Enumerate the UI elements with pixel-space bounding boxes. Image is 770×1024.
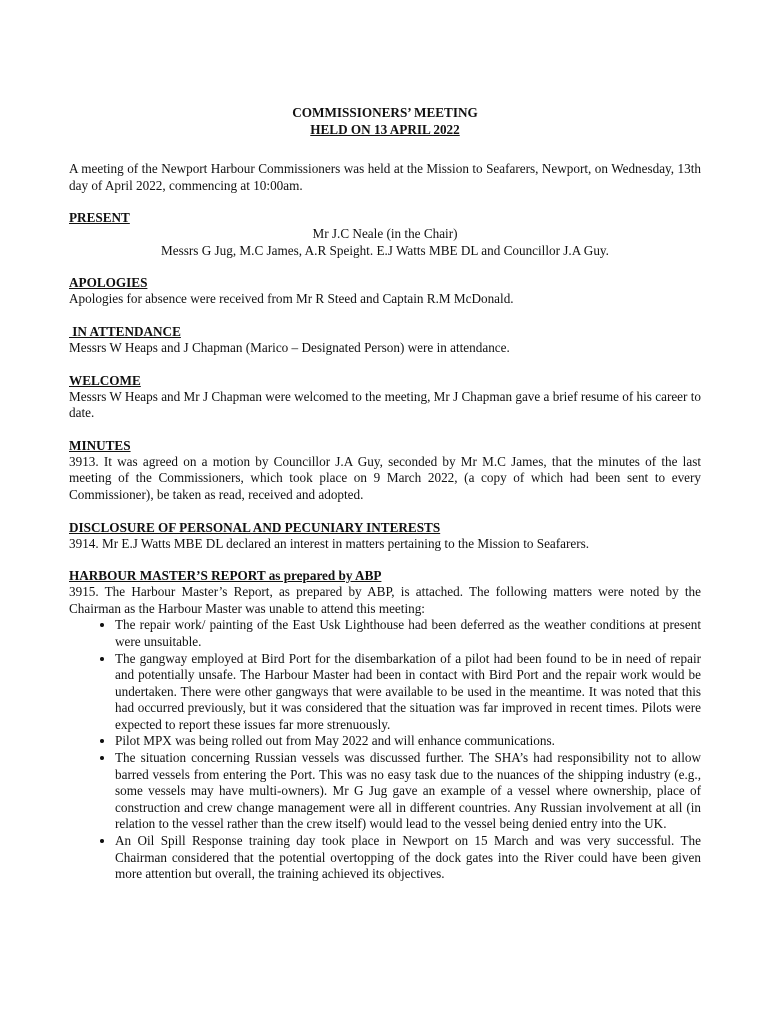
harbour-report-heading: HARBOUR MASTER’S REPORT as prepared by ABP (69, 568, 382, 584)
apologies-heading: APOLOGIES (69, 275, 148, 291)
welcome-text: Messrs W Heaps and Mr J Chapman were welcomed to the meeting, Mr J Chapman gave a brief resume of his career to date. (69, 388, 701, 421)
attendance-heading: IN ATTENDANCE (69, 323, 181, 339)
document-title (69, 104, 701, 138)
disclosure-heading: DISCLOSURE OF PERSONAL AND PECUNIARY INTERESTS (69, 519, 441, 535)
present-heading: PRESENT (69, 210, 130, 226)
list-item: • Pilot MPX was being rolled out from May 2022 and will enhance communications. (115, 733, 701, 750)
list-item: • An Oil Spill Response training day took place in Newport on 15 March and was very successful. The Chairman considered that the potential overtopping of the dock gates into the River could have been given more attention but overall, the training achieved its objectives. (115, 833, 701, 883)
harbour-report-list (69, 617, 701, 883)
title-line-1: COMMISSIONERS’ MEETING (292, 105, 478, 120)
disclosure-text: 3914. Mr E.J Watts MBE DL declared an interest in matters pertaining to the Mission to Seafarers. (69, 535, 590, 551)
present-members: Messrs G Jug, M.C James, A.R Speight. E.J Watts MBE DL and Councillor J.A Guy. (161, 242, 609, 258)
present-chair: Mr J.C Neale (in the Chair) (312, 226, 458, 242)
minutes-text: 3913. It was agreed on a motion by Councillor J.A Guy, seconded by Mr M.C James, that the minutes of the last meeting of the Commissioners, which took place on 9 March 2022, (a copy of which had been sent to every Commissioner), be taken as read, received and adopted. (69, 453, 701, 502)
list-item: • The situation concerning Russian vessels was discussed further. The SHA’s had responsibility not to allow barred vessels from entering the Port. This was no easy task due to the nuances of the shipping industry (e.g., some vessels may have multi-owners). Mr G Jug gave an example of a vessel where ownership, place of construction and crew change management were all in different countries. Any Russian involvement at all (in relation to the vessel rather than the crew itself) would lead to the vessel being denied entry into the UK. (115, 750, 701, 833)
list-item: • The repair work/ painting of the East Usk Lighthouse had been deferred as the weather conditions at present were unsuitable. (115, 617, 701, 650)
list-item: • The gangway employed at Bird Port for the disembarkation of a pilot had been found to be in need of repair and potentially unsafe. The Harbour Master had been in contact with Bird Port and the repair work would be undertaken. There were other gangways that were available to be used in the meantime. It was noted that this had occurred previously, but it was considered that the situation was far improved in recent times. Pilots were expected to report these issues far more strenuously. (115, 651, 701, 734)
intro-paragraph: A meeting of the Newport Harbour Commissioners was held at the Mission to Seafarers, Newport, on Wednesday, 13th day of April 2022, commencing at 10:00am. (69, 161, 701, 193)
minutes-heading: MINUTES (69, 437, 131, 453)
apologies-text: Apologies for absence were received from Mr R Steed and Captain R.M McDonald. (69, 291, 514, 307)
harbour-report-text: 3915. The Harbour Master’s Report, as prepared by ABP, is attached. The following matters were noted by the Chairman as the Harbour Master was unable to attend this meeting: (69, 584, 701, 616)
welcome-heading: WELCOME (69, 372, 141, 388)
attendance-text: Messrs W Heaps and J Chapman (Marico – Designated Person) were in attendance. (69, 339, 510, 355)
title-line-2: HELD ON 13 APRIL 2022 (310, 122, 460, 137)
